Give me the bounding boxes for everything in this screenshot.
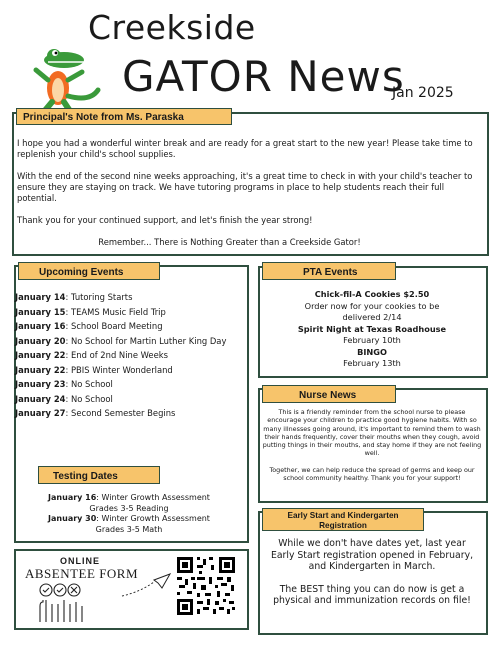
- event-date: January 16: [15, 321, 66, 331]
- event-date: January 20: [15, 335, 66, 346]
- principal-paragraph: Thank you for your continued support, and let's finish the year strong!: [17, 215, 313, 225]
- newsletter-title-line2: GATOR News: [122, 52, 405, 101]
- principal-note-body: [17, 138, 482, 248]
- event-text: : School Board Meeting: [65, 321, 163, 331]
- testing-item: [20, 493, 238, 504]
- event-text: : No School for Martin Luther King Day: [65, 335, 227, 346]
- testing-line: : Winter Growth Assessment: [96, 514, 210, 523]
- event-text: : Tutoring Starts: [65, 292, 133, 302]
- pta-events-body: [262, 289, 482, 370]
- upcoming-events-heading: Upcoming Events: [18, 262, 160, 280]
- principal-note-heading: Principal's Note from Ms. Paraska: [16, 108, 232, 125]
- pta-bingo-title: BINGO: [357, 346, 387, 357]
- event-date: January 22: [15, 364, 66, 375]
- pta-events-heading: PTA Events: [262, 262, 396, 280]
- nurse-paragraph: This is a friendly reminder from the school nurse to please encourage your children to practice good hygiene habits. With so many illnesses going around, it's important to remind them to wash their hands frequently, cover their mouths when they cough, avoid putting things in their mouths, and stay home if they are not feeling well.: [262, 408, 482, 458]
- paper-plane-icon: [120, 570, 172, 600]
- raised-hands-icon: [32, 582, 122, 626]
- testing-line: : Winter Growth Assessment: [96, 493, 210, 502]
- nurse-paragraph: Together, we can help reduce the spread of germs and keep our school community healthy. Thank you for your support!: [269, 465, 475, 483]
- testing-item: [20, 514, 238, 525]
- testing-subline: Grades 3-5 Reading: [89, 503, 169, 513]
- pta-spirit-title: Spirit Night at Texas Roadhouse: [297, 323, 447, 334]
- event-text: : PBIS Winter Wonderland: [65, 364, 173, 375]
- pta-cookies-text: Order now for your cookies to be: [304, 300, 440, 311]
- events-list: [15, 290, 253, 421]
- event-item: [15, 406, 253, 421]
- event-item: [15, 392, 253, 407]
- principal-paragraph: With the end of the second nine weeks approaching, it's a great time to check in with your child's teacher to ensure they are staying on track. We have tutoring programs in place to help students reach their full potential.: [17, 171, 473, 203]
- early-start-heading: [262, 508, 424, 531]
- event-text: : End of 2nd Nine Weeks: [65, 350, 168, 360]
- pta-bingo-date: February 13th: [343, 358, 401, 368]
- early-start-paragraph: While we don't have dates yet, last year Early Start registration opened in February, and Kindergarten in March.: [270, 538, 474, 573]
- event-date: January 22: [15, 350, 66, 360]
- testing-dates-list: [20, 493, 238, 535]
- event-date: January 15: [15, 306, 66, 317]
- absentee-form-label: ABSENTEE FORM: [25, 566, 139, 581]
- event-item: [15, 305, 253, 320]
- pta-spirit-date: February 10th: [343, 335, 401, 345]
- principal-closing: Remember... There is Nothing Greater than a Creekside Gator!: [98, 237, 361, 247]
- event-item: [15, 334, 253, 349]
- testing-date: January 16: [48, 493, 97, 502]
- event-item: [15, 319, 253, 334]
- event-date: January 23: [15, 379, 66, 389]
- qr-code-icon[interactable]: [175, 555, 237, 617]
- event-item: [15, 363, 253, 378]
- event-text: : Second Semester Begins: [65, 408, 176, 418]
- event-date: January 27: [15, 408, 66, 418]
- event-text: : TEAMS Music Field Trip: [65, 306, 166, 317]
- pta-cookies-text: delivered 2/14: [342, 312, 402, 322]
- nurse-news-body: [262, 408, 482, 490]
- event-date: January 14: [15, 292, 66, 302]
- absentee-form-label-online: ONLINE: [60, 556, 101, 566]
- newsletter-title-line1: Creekside: [88, 8, 256, 47]
- early-start-heading-line: Early Start and Kindergarten: [287, 511, 399, 520]
- early-start-body: [268, 538, 476, 618]
- event-date: January 24: [15, 393, 66, 404]
- principal-paragraph: I hope you had a wonderful winter break and are ready for a great start to the new year! Please take time to replenish your child's school supplies.: [17, 138, 473, 159]
- nurse-news-heading: Nurse News: [262, 385, 396, 403]
- issue-date: Jan 2025: [392, 85, 454, 101]
- testing-subline: Grades 3-5 Math: [95, 524, 163, 534]
- early-start-heading-line: Registration: [319, 520, 367, 530]
- event-text: : No School: [65, 393, 113, 404]
- pta-cookies-title: Chick-fil-A Cookies $2.50: [314, 289, 430, 299]
- early-start-paragraph: The BEST thing you can do now is get a physical and immunization records on file!: [273, 583, 471, 607]
- event-item: [15, 377, 253, 392]
- testing-date: January 30: [48, 514, 97, 523]
- event-text: : No School: [65, 379, 113, 389]
- event-item: [15, 290, 253, 305]
- testing-dates-heading: Testing Dates: [38, 466, 160, 484]
- event-item: [15, 348, 253, 363]
